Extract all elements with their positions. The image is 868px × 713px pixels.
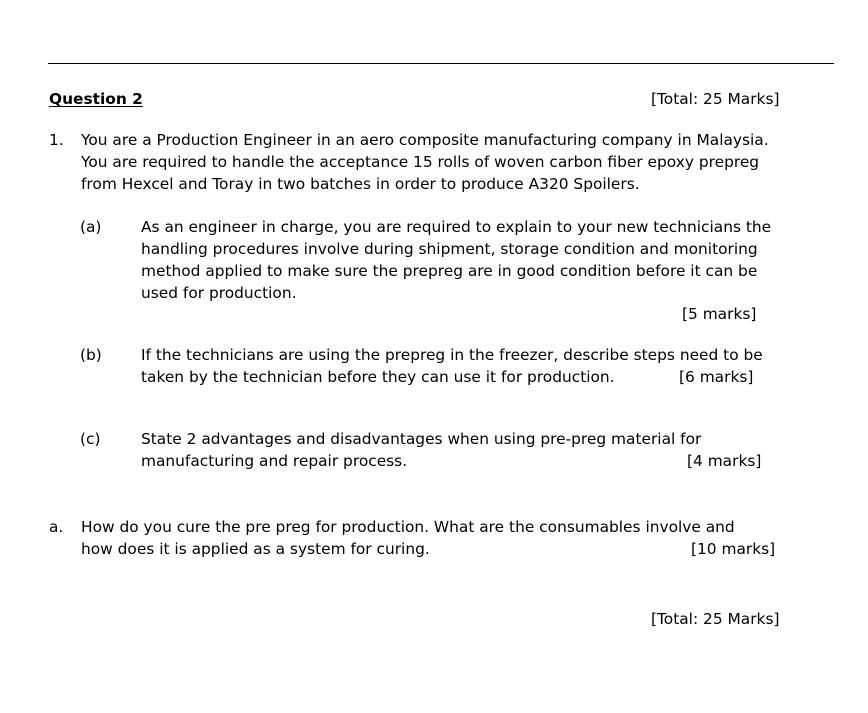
part-a-text	[141, 216, 771, 304]
item-1-line: from Hexcel and Toray in two batches in order to produce A320 Spoilers.	[81, 175, 640, 193]
part-a-line: As an engineer in charge, you are required to explain to your new technicians the	[141, 218, 772, 236]
part-c-text	[141, 428, 701, 472]
item-1-line: You are required to handle the acceptance 15 rolls of woven carbon fiber epoxy prepreg	[81, 153, 760, 171]
item-a-line: how does it is applied as a system for curing.	[81, 540, 430, 558]
part-b-marks: [6 marks]	[679, 368, 754, 386]
item-a-marks: [10 marks]	[691, 540, 776, 558]
part-c-line: manufacturing and repair process.	[141, 452, 408, 470]
part-b-line: taken by the technician before they can use it for production.	[141, 368, 615, 386]
item-1-number: 1.	[49, 131, 64, 149]
part-c-label: (c)	[80, 430, 101, 448]
item-a-line: How do you cure the pre preg for production. What are the consumables involve and	[81, 518, 735, 536]
header-divider	[48, 63, 834, 64]
part-a-line: method applied to make sure the prepreg are in good condition before it can be	[141, 262, 758, 280]
item-a-number: a.	[49, 518, 64, 536]
part-a-line: handling procedures involve during shipment, storage condition and monitoring	[141, 240, 758, 258]
part-c-marks: [4 marks]	[687, 452, 762, 470]
question-total-top: [Total: 25 Marks]	[651, 90, 780, 108]
part-a-label: (a)	[80, 218, 102, 236]
question-title: Question 2	[49, 90, 143, 108]
item-1-line: You are a Production Engineer in an aero composite manufacturing company in Malaysia.	[81, 131, 769, 149]
item-1-text	[81, 129, 769, 195]
part-b-label: (b)	[80, 346, 102, 364]
part-c-line: State 2 advantages and disadvantages when using pre-preg material for	[141, 430, 702, 448]
question-total-bottom: [Total: 25 Marks]	[651, 610, 780, 628]
item-a-text	[81, 516, 735, 560]
part-b-line: If the technicians are using the prepreg in the freezer, describe steps need to be	[141, 346, 763, 364]
part-b-text	[141, 344, 763, 388]
part-a-marks: [5 marks]	[682, 305, 757, 323]
part-a-line: used for production.	[141, 284, 297, 302]
